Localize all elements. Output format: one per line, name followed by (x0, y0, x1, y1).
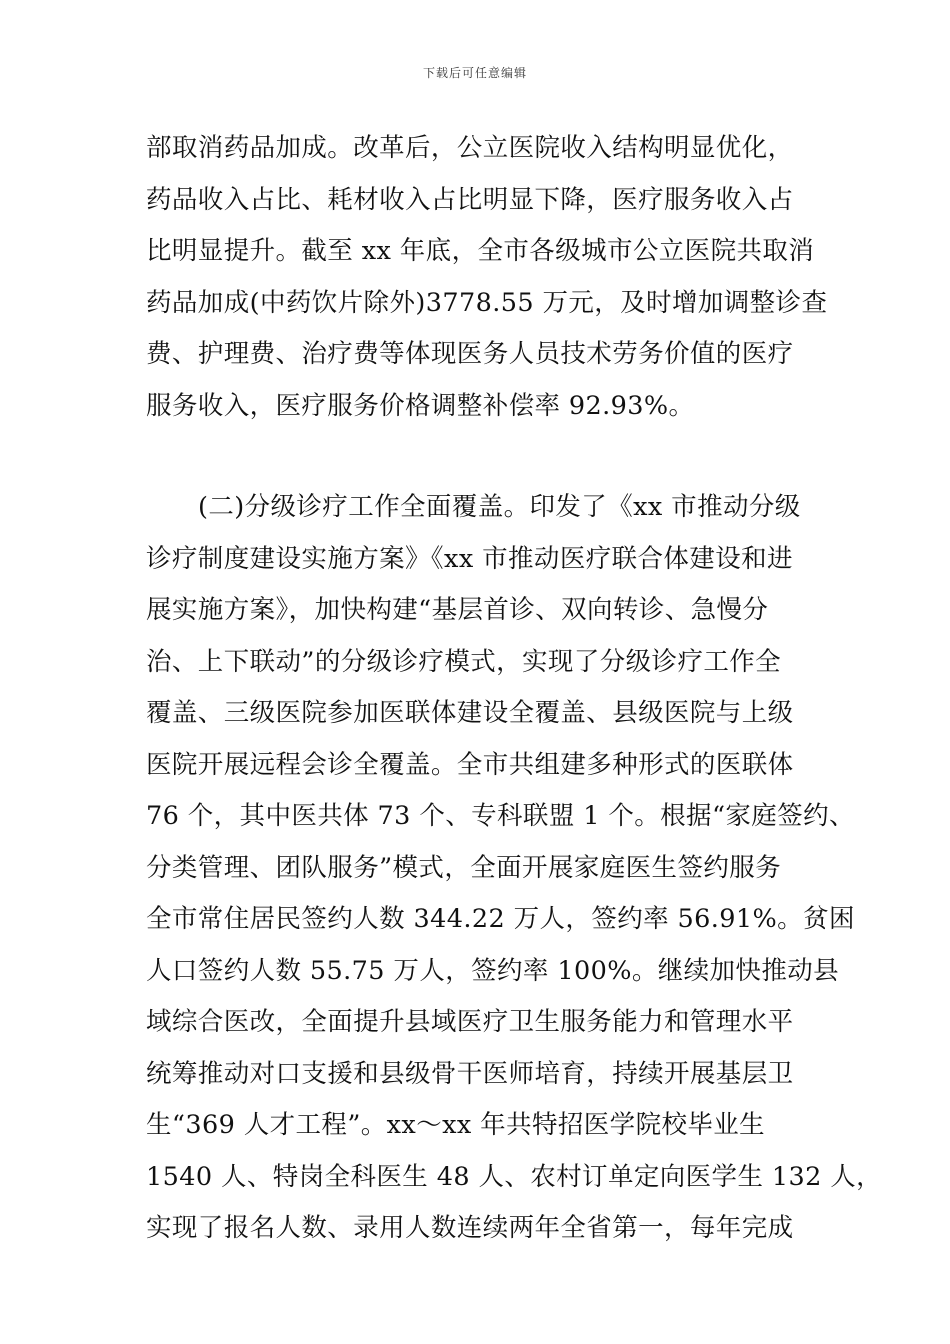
text-line: 治、上下联动”的分级诊疗模式，实现了分级诊疗工作全 (146, 646, 782, 677)
text-line: 统筹推动对口支援和县级骨干医师培育，持续开展基层卫 (146, 1058, 794, 1089)
text-line: 药品加成(中药饮片除外)3778.55 万元，及时增加调整诊查 (146, 287, 828, 318)
text-line: 1540 人、特岗全科医生 48 人、农村订单定向医学生 132 人， (146, 1161, 883, 1192)
paragraph-gap (146, 435, 836, 485)
text-line: 覆盖、三级医院参加医联体建设全覆盖、县级医院与上级 (146, 698, 794, 728)
text-line: 生“369 人才工程”。xx～xx 年共特招医学院校毕业生 (146, 1110, 766, 1140)
page-header: 下载后可任意编辑 (422, 66, 527, 80)
text-line: 实现了报名人数、录用人数连续两年全省第一，每年完成 (146, 1213, 794, 1243)
text-line: 诊疗制度建设实施方案》《xx 市推动医疗联合体建设和进 (146, 543, 793, 574)
paragraph-1 (146, 126, 836, 435)
text-line: 域综合医改，全面提升县域医疗卫生服务能力和管理水平 (146, 1007, 794, 1037)
text-line: 分类管理、团队服务”模式，全面开展家庭医生签约服务 (146, 852, 782, 883)
text-line: 比明显提升。截至 xx 年底，全市各级城市公立医院共取消 (146, 236, 815, 266)
text-line: (二)分级诊疗工作全面覆盖。印发了《xx 市推动分级 (198, 492, 801, 522)
text-line: 人口签约人数 55.75 万人，签约率 100%。继续加快推动县 (146, 955, 840, 986)
text-line: 部取消药品加成。改革后，公立医院收入结构明显优化， (146, 133, 794, 163)
text-line: 医院开展远程会诊全覆盖。全市共组建多种形式的医联体 (146, 749, 794, 780)
text-line: 药品收入占比、耗材收入占比明显下降，医疗服务收入占 (146, 184, 794, 215)
text-line: 76 个，其中医共体 73 个、专科联盟 1 个。根据“家庭签约、 (146, 801, 855, 831)
text-line: 费、护理费、治疗费等体现医务人员技术劳务价值的医疗 (146, 339, 794, 369)
paragraph-2 (146, 485, 883, 1258)
text-line: 展实施方案》，加快构建“基层首诊、双向转诊、急慢分 (146, 595, 769, 625)
text-line: 全市常住居民签约人数 344.22 万人，签约率 56.91%。贫困 (146, 904, 855, 934)
document-body (146, 126, 883, 1258)
text-line: 服务收入，医疗服务价格调整补偿率 92.93%。 (146, 390, 695, 421)
